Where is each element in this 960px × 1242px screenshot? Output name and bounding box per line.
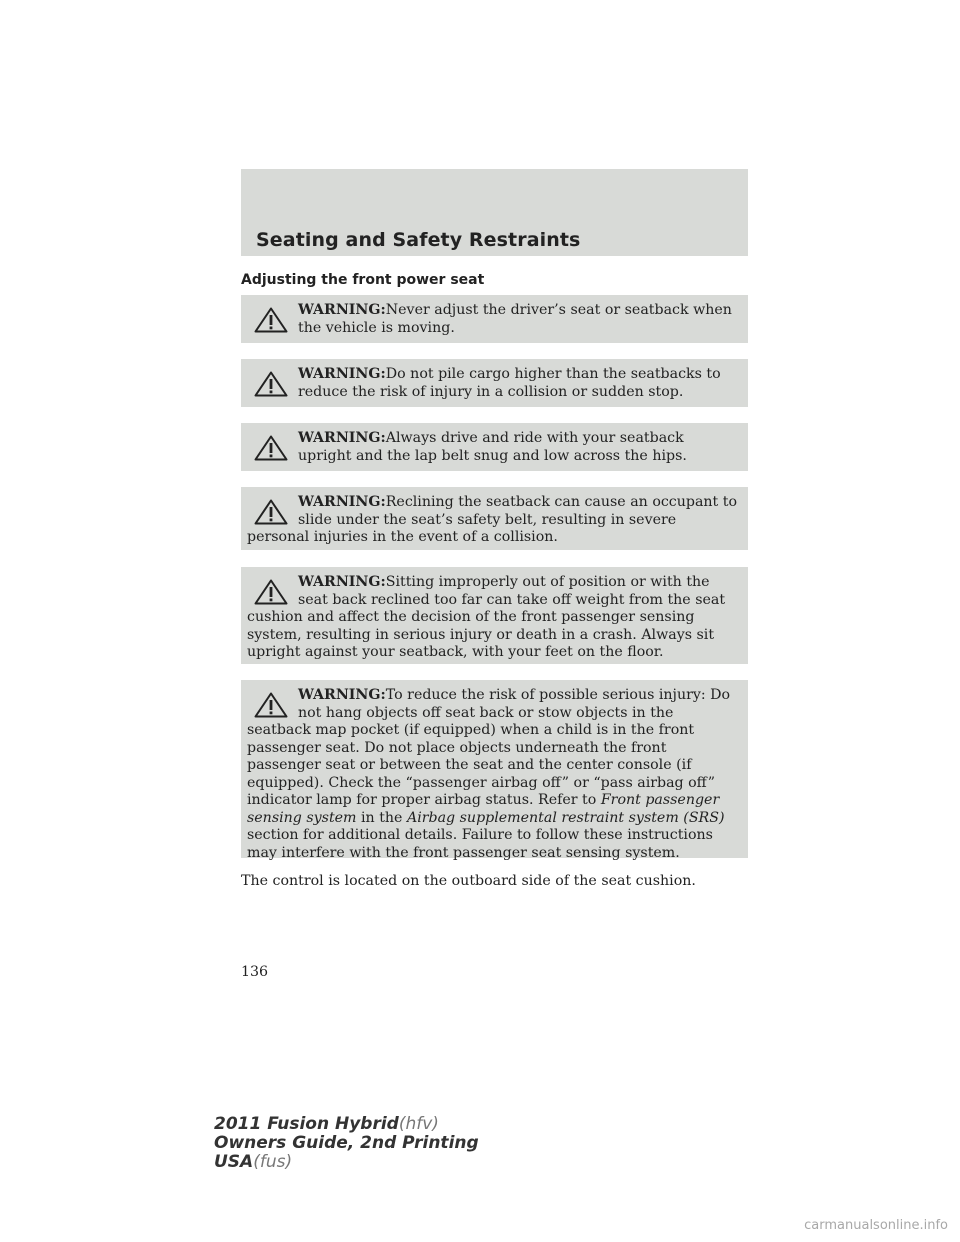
warning-box: [241, 567, 748, 664]
warning-box: [241, 359, 748, 407]
warning-text: To reduce the risk of possible serious injury: Do not hang objects off seat back or stow objects in the seatback map pocket (if equipped) when a child is in the front passenger seat. Do not place objects underneath the front passenger seat or between the seat and the center console (if equipped). Check the “passenger airbag off” or “pass airbag off” indicator lamp for proper airbag status. Refer to: [247, 687, 731, 808]
warning-box: [241, 423, 748, 471]
cross-reference: Airbag supplemental restraint system (SRS): [406, 809, 725, 826]
warning-label: WARNING:: [298, 430, 386, 446]
warning-box: [241, 680, 748, 861]
warning-text: Never adjust the driver’s seat or seatback when the vehicle is moving.: [298, 302, 732, 336]
footer-model-code: (hfv): [398, 1114, 439, 1134]
warning-label: WARNING:: [298, 494, 386, 510]
footer-guide: Owners Guide, 2nd Printing: [214, 1133, 479, 1153]
page-number: 136: [241, 964, 269, 980]
section-header-band: [241, 169, 748, 256]
warning-triangle-icon: [254, 692, 288, 718]
warning-triangle-icon: [254, 435, 288, 461]
warning-label: WARNING:: [298, 574, 386, 590]
warning-text: Sitting improperly out of position or with the seat back reclined too far can take off weight from the seat cushion and affect the decision of the front passenger sensing system, resulting in serious injury or death in a crash. Always sit upright against your seatback, with your feet on the floor.: [247, 574, 726, 660]
warning-text: Always drive and ride with your seatback upright and the lap belt snug and low across the hips.: [298, 430, 687, 464]
warning-triangle-icon: [254, 499, 288, 525]
document-footer: [214, 1115, 479, 1172]
footer-market-code: (fus): [253, 1152, 293, 1172]
warning-label: WARNING:: [298, 687, 386, 703]
warning-triangle-icon: [254, 371, 288, 397]
cross-reference: Front passenger sensing system: [247, 792, 720, 826]
subsection-heading: Adjusting the front power seat: [241, 272, 485, 288]
warning-text: Reclining the seatback can cause an occupant to slide under the seat’s safety belt, resulting in severe personal injuries in the event of a collision.: [247, 494, 738, 545]
warning-text: in the: [361, 809, 403, 826]
warning-box: [241, 295, 748, 343]
warning-text: section for additional details. Failure to follow these instructions may interfere with the front passenger seat sensing system.: [247, 827, 713, 861]
warning-triangle-icon: [254, 579, 288, 605]
watermark: carmanualsonline.info: [804, 1218, 948, 1233]
warning-label: WARNING:: [298, 366, 386, 382]
warning-label: WARNING:: [298, 302, 386, 318]
section-header-title: Seating and Safety Restraints: [256, 229, 581, 251]
warning-box: [241, 487, 748, 550]
body-paragraph: The control is located on the outboard side of the seat cushion.: [241, 873, 696, 889]
warning-triangle-icon: [254, 307, 288, 333]
footer-model: 2011 Fusion Hybrid: [214, 1114, 399, 1134]
footer-market: USA: [214, 1152, 254, 1172]
warning-text: Do not pile cargo higher than the seatbacks to reduce the risk of injury in a collision or sudden stop.: [298, 366, 721, 400]
